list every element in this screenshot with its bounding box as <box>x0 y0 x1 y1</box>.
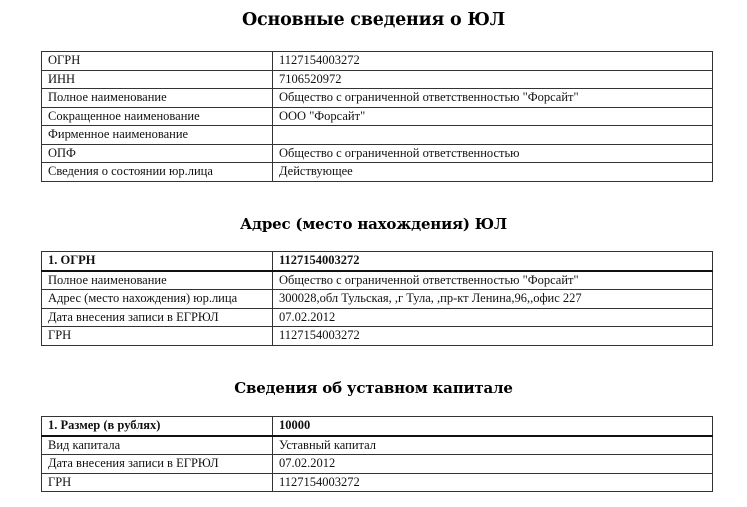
capital-table <box>41 416 713 492</box>
table-row <box>42 327 713 346</box>
row-value-inn: 7106520972 <box>273 70 713 89</box>
address-section-title: Адрес (место нахождения) ЮЛ <box>240 215 507 233</box>
main-info-table <box>41 51 713 182</box>
row-label-status: Сведения о состоянии юр.лица <box>42 163 273 182</box>
row-label-brand-name: Фирменное наименование <box>42 126 273 145</box>
header-value-capital-size: 10000 <box>273 417 713 436</box>
row-value-status: Действующее <box>273 163 713 182</box>
row-label-address: Адрес (место нахождения) юр.лица <box>42 290 273 309</box>
row-value-full-name: Общество с ограниченной ответственностью "Форсайт" <box>273 89 713 108</box>
row-label-capital-type: Вид капитала <box>42 436 273 455</box>
table-row <box>42 455 713 474</box>
row-value-address: 300028,обл Тульская, ,г Тула, ,пр-кт Ленина,96,,офис 227 <box>273 290 713 309</box>
header-label-ogrn: 1. ОГРН <box>42 252 273 271</box>
row-value-ogrn: 1127154003272 <box>273 52 713 71</box>
address-table <box>41 251 713 346</box>
row-value-grn: 1127154003272 <box>273 473 713 492</box>
row-label-record-date: Дата внесения записи в ЕГРЮЛ <box>42 308 273 327</box>
row-value-full-name: Общество с ограниченной ответственностью "Форсайт" <box>273 271 713 290</box>
table-row <box>42 89 713 108</box>
table-header-row <box>42 417 713 436</box>
table-row <box>42 126 713 145</box>
table-row <box>42 144 713 163</box>
row-label-inn: ИНН <box>42 70 273 89</box>
row-value-grn: 1127154003272 <box>273 327 713 346</box>
table-row <box>42 271 713 290</box>
table-row <box>42 70 713 89</box>
table-row <box>42 52 713 71</box>
main-section-title: Основные сведения о ЮЛ <box>241 10 506 30</box>
row-label-full-name: Полное наименование <box>42 271 273 290</box>
row-value-brand-name <box>273 126 713 145</box>
table-row <box>42 290 713 309</box>
table-row <box>42 163 713 182</box>
table-row <box>42 308 713 327</box>
table-header-row <box>42 252 713 271</box>
row-label-grn: ГРН <box>42 327 273 346</box>
row-label-record-date: Дата внесения записи в ЕГРЮЛ <box>42 455 273 474</box>
row-value-capital-type: Уставный капитал <box>273 436 713 455</box>
row-label-grn: ГРН <box>42 473 273 492</box>
table-row <box>42 107 713 126</box>
table-row <box>42 436 713 455</box>
row-value-opf: Общество с ограниченной ответственностью <box>273 144 713 163</box>
row-value-short-name: ООО "Форсайт" <box>273 107 713 126</box>
header-label-capital-size: 1. Размер (в рублях) <box>42 417 273 436</box>
table-row <box>42 473 713 492</box>
row-label-full-name: Полное наименование <box>42 89 273 108</box>
row-label-ogrn: ОГРН <box>42 52 273 71</box>
row-label-short-name: Сокращенное наименование <box>42 107 273 126</box>
row-value-record-date: 07.02.2012 <box>273 455 713 474</box>
capital-section-title: Сведения об уставном капитале <box>234 379 513 397</box>
row-label-opf: ОПФ <box>42 144 273 163</box>
header-value-ogrn: 1127154003272 <box>273 252 713 271</box>
row-value-record-date: 07.02.2012 <box>273 308 713 327</box>
